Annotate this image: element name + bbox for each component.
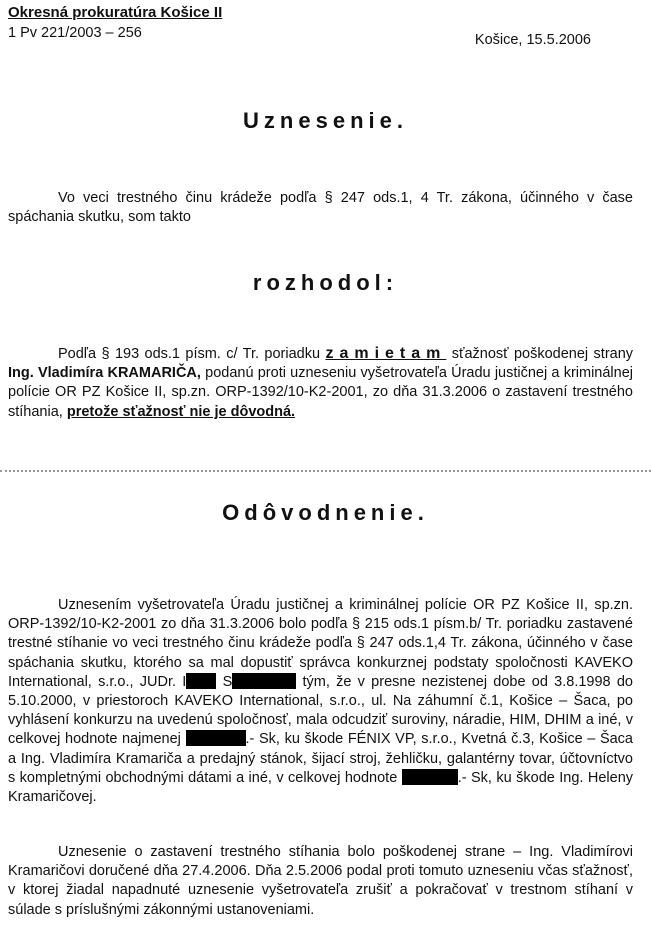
reasoning-text-c: tým, že v presne nezistenej dobe od 3.8.1998 do 5.10.2000, v priestoroch KAVEKO International, s.r.o., ul. Na záhumní č.1, Košice – Šaca, po vyhlásení konkurzu na uvedenú spoločnosť, mala odcudziť suroviny, náradie, HIM, DHIM a iné, v celkovej hodnote najmenej bbox=[8, 673, 633, 748]
decision-verb: zamietam bbox=[325, 345, 447, 362]
decision-text-2: sťažnosť poškodenej strany bbox=[451, 346, 634, 362]
reasoning-text-e: .- Sk, ku škode Ing. Heleny Kramaričovej. bbox=[8, 769, 634, 806]
redaction-box bbox=[186, 730, 246, 746]
reasoning-text-a: Uznesením vyšetrovateľa Úradu justičnej a kriminálnej polície OR PZ Košice II, sp.zn. ORP-1392/10-K2-2001 zo dňa 31.3.2006 bolo podľa § 215 ods.1 písm.b/ Tr. poriadku zastavené trestné stíhanie vo veci trestného činu krádeže podľa § 247 ods.1,4 Tr. zákona, účinného v čase spáchania skutku, ktorého sa mal dopustiť správca konkurznej podstaty spoločnosti KAVEKO International, s.r.o., JUDr. I bbox=[8, 597, 633, 690]
office-name: Okresná prokuratúra Košice II bbox=[8, 4, 223, 21]
redaction-box bbox=[402, 769, 458, 785]
intro-paragraph: Vo veci trestného činu krádeže podľa § 247 ods.1, 4 Tr. zákona, účinného v čase spáchania skutku, som takto bbox=[8, 190, 633, 226]
redaction-box bbox=[186, 673, 216, 689]
decision-paragraph bbox=[8, 344, 633, 422]
divider bbox=[0, 470, 651, 474]
reasoning-text-b: S bbox=[222, 673, 233, 690]
reasoning-paragraph-2: Uznesenie o zastavení trestného stíhania bolo poškodenej strane – Ing. Vladimírovi Kramaričovi doručené dňa 27.4.2006. Dňa 2.5.2006 podal proti tomuto uzneseniu včas sťažnosť, v ktorej žiadal napadnuté uznesenie vyšetrovateľa zrušiť a pokračovať v trestnom stíhaní v súlade s príslušnými zákonnými ustanoveniami. bbox=[8, 844, 633, 918]
reasoning-text-d: .- Sk, ku škode FÉNIX VP, s.r.o., Kvetná č.3, Košice – Šaca a Ing. Vladimíra Kramariča a predajný stánok, šijací stroj, žehličku, galantérny tovar, účtovníctvo s kompletnými obchodnými dátami a iné, v celkovej hodnote bbox=[8, 731, 633, 786]
reasoning-heading: Odôvodnenie. bbox=[222, 500, 429, 525]
decision-reason: pretože sťažnosť nie je dôvodná. bbox=[66, 403, 296, 420]
decision-text-3: podanú proti uzneseniu vyšetrovateľa Úradu justičnej a kriminálnej polície OR PZ Košice II, sp.zn. ORP-1392/10-K2-2001, zo dňa 31.3.2006 o zastavení trestného stíhania, bbox=[8, 365, 634, 420]
place-and-date: Košice, 15.5.2006 bbox=[474, 32, 591, 48]
redaction-box bbox=[232, 673, 296, 689]
decision-text-1: Podľa § 193 ods.1 písm. c/ Tr. poriadku bbox=[58, 346, 321, 362]
reference-number: 1 Pv 221/2003 – 256 bbox=[8, 25, 142, 41]
reasoning-paragraph-1 bbox=[8, 596, 633, 807]
document-title: Uznesenie. bbox=[243, 108, 408, 133]
complainant-name: Ing. Vladimíra KRAMARIČA, bbox=[8, 365, 201, 382]
decision-heading: rozhodol: bbox=[252, 270, 399, 295]
